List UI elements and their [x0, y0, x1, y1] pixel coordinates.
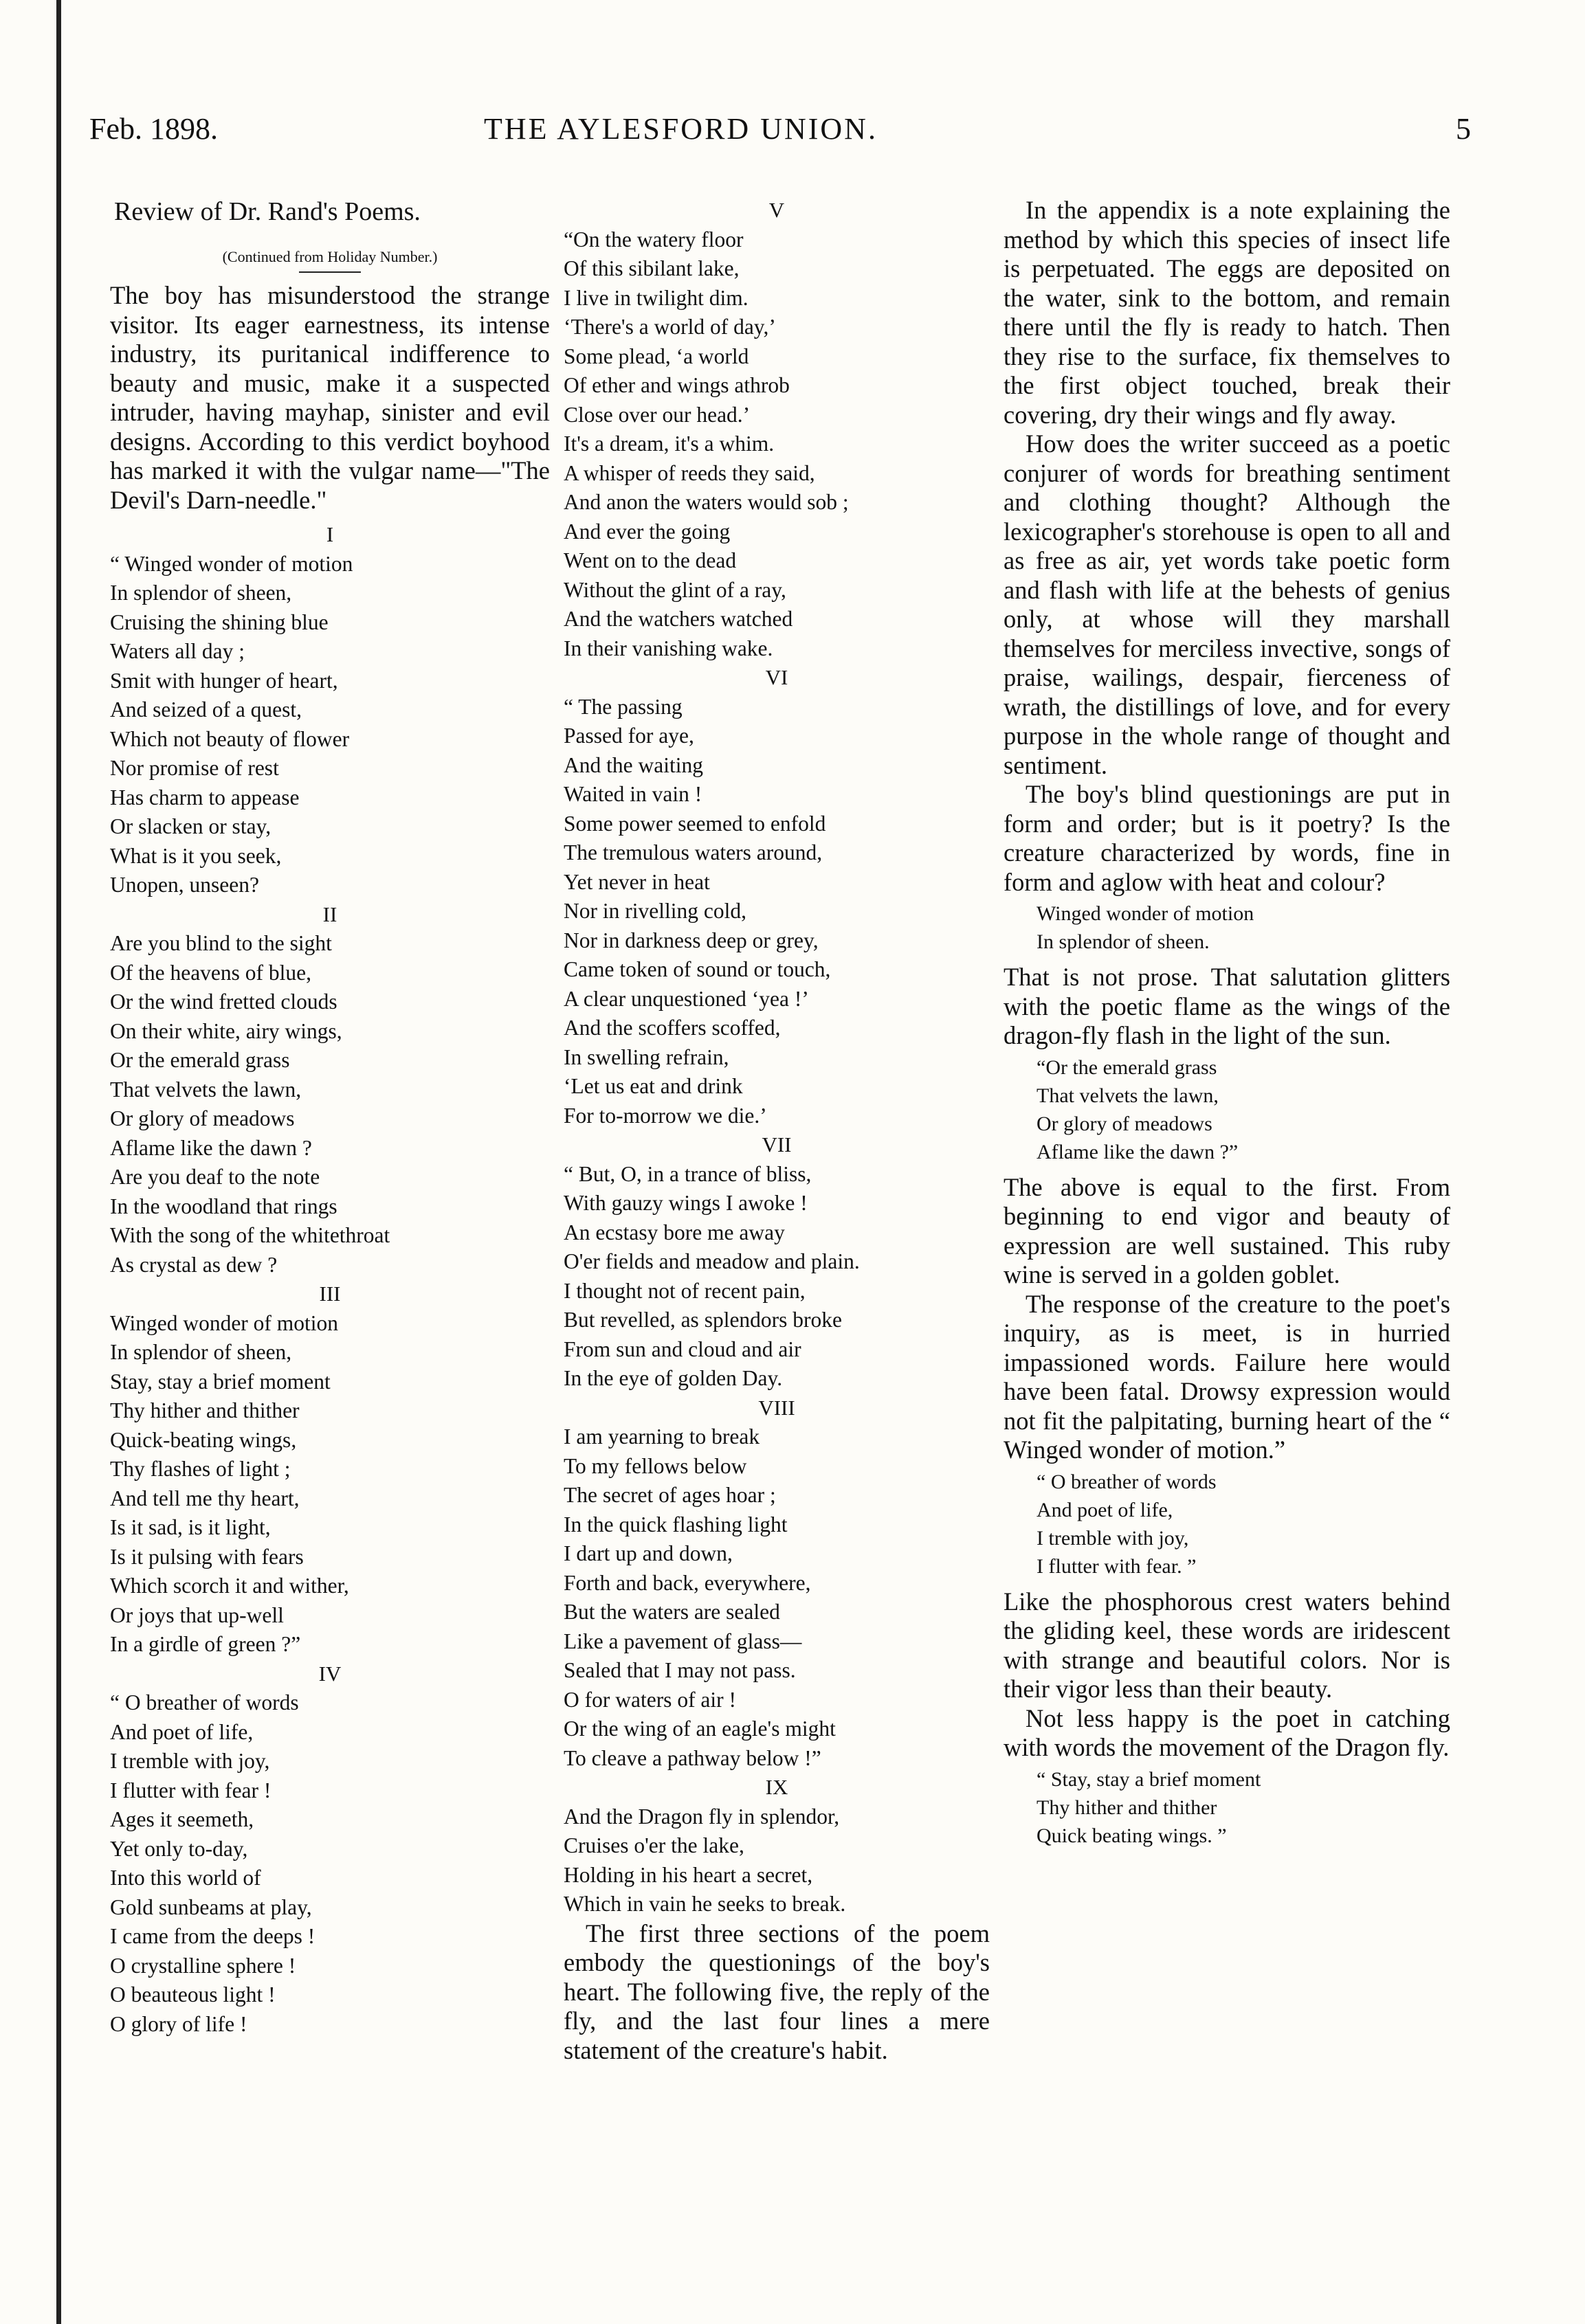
verse-line: To my fellows below — [564, 1453, 747, 1478]
verse-line: Or the emerald grass — [110, 1048, 290, 1072]
verse-line: With gauzy wings I awoke ! — [564, 1191, 808, 1215]
verse-line: Unopen, unseen? — [110, 873, 259, 897]
verse-line: Some plead, ‘a world — [564, 344, 749, 368]
section-numeral: VII — [762, 1132, 792, 1157]
verse-line: Or slacken or stay, — [110, 814, 271, 838]
paragraph: The boy's blind questionings are put in form and order; but is it poetry? Is the creature characterized by words, fine in form and aglow with heat and colour? — [1004, 780, 1450, 896]
verse-line: In their vanishing wake. — [564, 636, 773, 660]
verse-line: ‘There's a world of day,’ — [564, 315, 776, 339]
verse-line: Is it pulsing with fears — [110, 1544, 304, 1569]
verse-line: And anon the waters would sob ; — [564, 490, 849, 514]
quoted-line: I tremble with joy, — [1037, 1526, 1189, 1550]
stanza-4 — [110, 1660, 550, 2040]
verse-line: A clear unquestioned ‘yea !’ — [564, 986, 809, 1011]
verse-line: O for waters of air ! — [564, 1687, 737, 1712]
verse-line: In splendor of sheen, — [110, 1340, 292, 1364]
stanza-3 — [110, 1280, 550, 1660]
quoted-line: In splendor of sheen. — [1037, 930, 1210, 953]
verse-line: Or glory of meadows — [110, 1106, 295, 1130]
quoted-verse-4 — [1004, 1765, 1450, 1850]
verse-line: Like a pavement of glass— — [564, 1629, 802, 1653]
verse-line: And ever the going — [564, 519, 731, 544]
newspaper-title: THE AYLESFORD UNION. — [484, 112, 878, 146]
stanza-5 — [564, 196, 990, 663]
verse-line: “ Winged wonder of motion — [110, 551, 353, 576]
stanza-8 — [564, 1394, 990, 1774]
quoted-line: Winged wonder of motion — [1037, 902, 1254, 925]
quoted-line: “ Stay, stay a brief moment — [1037, 1767, 1261, 1791]
verse-line: In a girdle of green ?” — [110, 1632, 301, 1656]
verse-line: Of ether and wings athrob — [564, 373, 790, 397]
stanza-2 — [110, 900, 550, 1280]
column-2 — [564, 196, 990, 2065]
verse-line: Aflame like the dawn ? — [110, 1135, 312, 1160]
stanza-9 — [564, 1773, 990, 1919]
verse-line: From sun and cloud and air — [564, 1337, 801, 1361]
verse-line: As crystal as dew ? — [110, 1252, 278, 1277]
verse-line: Close over our head.’ — [564, 402, 751, 427]
quoted-verse-1 — [1004, 900, 1450, 956]
verse-line: Are you deaf to the note — [110, 1165, 320, 1189]
verse-line: Thy flashes of light ; — [110, 1457, 291, 1481]
verse-line: Has charm to appease — [110, 785, 300, 809]
verse-line: Cruising the shining blue — [110, 610, 329, 634]
verse-line: O crystalline sphere ! — [110, 1953, 296, 1978]
verse-line: “On the watery floor — [564, 227, 744, 252]
quoted-line: “ O breather of words — [1037, 1470, 1217, 1493]
paragraph: That is not prose. That salutation glitters with the poetic flame as the wings of the dragon-fly flash in the light of the sun. — [1004, 963, 1450, 1049]
verse-line: Or joys that up-well — [110, 1602, 284, 1627]
verse-line: Of the heavens of blue, — [110, 960, 312, 985]
column-1 — [110, 196, 550, 2039]
quoted-verse-3 — [1004, 1468, 1450, 1580]
verse-line: O glory of life ! — [110, 2011, 247, 2036]
quoted-line: That velvets the lawn, — [1037, 1084, 1219, 1107]
commentary-col3 — [1004, 196, 1450, 897]
verse-line: In the woodland that rings — [110, 1194, 337, 1218]
verse-line: Gold sunbeams at play, — [110, 1895, 312, 1919]
verse-line: Waters all day ; — [110, 639, 245, 663]
paragraph: In the appendix is a note explaining the method by which this species of insect life is perpetuated. The eggs are deposited on the water, sink to the bottom, and remain there until the fly is ready to hatch. Then they rise to the surface, fix themselves to the first object touched, break their covering, dry their wings and fly away. — [1004, 196, 1450, 429]
verse-line: I thought not of recent pain, — [564, 1278, 806, 1303]
section-numeral: VI — [765, 665, 788, 689]
quoted-line: I flutter with fear. ” — [1037, 1554, 1197, 1578]
verse-line: And the waiting — [564, 752, 703, 777]
section-numeral: I — [326, 522, 334, 546]
verse-line: And seized of a quest, — [110, 697, 302, 722]
verse-line: And the Dragon fly in splendor, — [564, 1804, 840, 1829]
verse-line: And the watchers watched — [564, 607, 793, 631]
verse-line: To cleave a pathway below !” — [564, 1745, 821, 1770]
verse-line: For to-morrow we die.’ — [564, 1103, 767, 1128]
verse-line: On their white, airy wings, — [110, 1018, 342, 1043]
verse-line: In splendor of sheen, — [110, 581, 292, 605]
verse-line: “ O breather of words — [110, 1690, 299, 1714]
verse-line: Quick-beating wings, — [110, 1427, 297, 1452]
verse-line: Which in vain he seeks to break. — [564, 1892, 846, 1916]
verse-line: Cruises o'er the lake, — [564, 1833, 744, 1857]
verse-line: And the scoffers scoffed, — [564, 1016, 781, 1040]
verse-line: That velvets the lawn, — [110, 1077, 302, 1102]
column-3 — [1004, 196, 1450, 1857]
paragraph: How does the writer succeed as a poetic conjurer of words for breathing sentiment and clothing thought? Although the lexicographer's storehouse is open to all and as free as air, yet words take poetic form and flash with life at the behests of genius only, at whose will they marshall themselves for merciless invective, songs of praise, wailings, despair, fierceness of wrath, the distillings of love, and for every purpose in the whole range of thought and sentiment. — [1004, 429, 1450, 779]
section-numeral: III — [319, 1282, 341, 1306]
verse-line: Nor in darkness deep or grey, — [564, 928, 819, 952]
verse-line: I tremble with joy, — [110, 1749, 270, 1773]
verse-line: Forth and back, everywhere, — [564, 1570, 811, 1595]
quoted-line: Aflame like the dawn ?” — [1037, 1140, 1239, 1163]
verse-line: Nor in rivelling cold, — [564, 899, 746, 923]
paragraph: The above is equal to the first. From beginning to end vigor and beauty of expression are well sustained. This ruby wine is served in a golden goblet. — [1004, 1172, 1450, 1288]
section-numeral: II — [322, 902, 337, 926]
verse-line: Smit with hunger of heart, — [110, 668, 338, 693]
divider — [299, 271, 361, 273]
verse-line: An ecstasy bore me away — [564, 1220, 785, 1244]
verse-line: The secret of ages hoar ; — [564, 1483, 776, 1507]
verse-line: Which scorch it and wither, — [110, 1574, 349, 1598]
verse-line: In the quick flashing light — [564, 1512, 788, 1537]
verse-line: Yet only to-day, — [110, 1836, 248, 1861]
verse-line: Without the glint of a ray, — [564, 577, 786, 602]
verse-line: Passed for aye, — [564, 724, 694, 748]
stanza-6 — [564, 663, 990, 1130]
verse-line: Winged wonder of motion — [110, 1310, 339, 1335]
verse-line: I am yearning to break — [564, 1424, 760, 1449]
verse-line: Yet never in heat — [564, 869, 710, 894]
verse-line: Some power seemed to enfold — [564, 811, 826, 836]
verse-line: Into this world of — [110, 1866, 261, 1890]
verse-line: O'er fields and meadow and plain. — [564, 1249, 860, 1273]
quoted-line: And poet of life, — [1037, 1498, 1173, 1521]
article-title: Review of Dr. Rand's Poems. — [114, 197, 421, 226]
quoted-line: “Or the emerald grass — [1037, 1055, 1217, 1079]
verse-line: A whisper of reeds they said, — [564, 460, 815, 485]
verse-line: Are you blind to the sight — [110, 931, 332, 955]
verse-line: Of this sibilant lake, — [564, 256, 740, 280]
paragraph: The response of the creature to the poet's inquiry, as is meet, is in hurried impassioned words. Failure here would have been fatal. Drowsy expression would not fit the palpitating, burning heart of the “ Winged wonder of motion.” — [1004, 1289, 1450, 1464]
quoted-line: Thy hither and thither — [1037, 1796, 1217, 1819]
quoted-line: Or glory of meadows — [1037, 1112, 1212, 1135]
verse-line: In the eye of golden Day. — [564, 1366, 783, 1390]
verse-line: “ But, O, in a trance of bliss, — [564, 1161, 812, 1186]
section-numeral: IV — [318, 1661, 342, 1686]
issue-date: Feb. 1898. — [89, 112, 218, 146]
verse-line: I dart up and down, — [564, 1541, 733, 1565]
verse-line: I flutter with fear ! — [110, 1778, 271, 1802]
section-numeral: VIII — [758, 1395, 795, 1420]
page-header — [89, 111, 1471, 159]
verse-line: Came token of sound or touch, — [564, 957, 831, 981]
verse-line: Stay, stay a brief moment — [110, 1369, 331, 1394]
paragraph: Not less happy is the poet in catching with words the movement of the Dragon fly. — [1004, 1703, 1450, 1761]
verse-line: With the song of the whitethroat — [110, 1223, 390, 1247]
continued-note: (Continued from Holiday Number.) — [222, 248, 438, 265]
verse-line: But revelled, as splendors broke — [564, 1308, 843, 1332]
page-edge-rule — [56, 0, 61, 2324]
section-numeral: IX — [765, 1775, 788, 1799]
verse-line: Which not beauty of flower — [110, 726, 350, 751]
verse-line: Went on to the dead — [564, 548, 737, 572]
verse-line: Thy hither and thither — [110, 1398, 300, 1422]
verse-line: And poet of life, — [110, 1719, 254, 1744]
section-numeral: V — [768, 198, 785, 222]
stanza-1 — [110, 520, 550, 900]
commentary-col2 — [564, 1919, 990, 2066]
quoted-line: Quick beating wings. ” — [1037, 1824, 1227, 1847]
quoted-verse-2 — [1004, 1053, 1450, 1166]
verse-line: And tell me thy heart, — [110, 1486, 300, 1510]
article-intro: The boy has misunderstood the strange visitor. Its eager earnestness, its intense industry, its puritanical indifference to beauty and music, make it a suspected intruder, having mayhap, sinister and evil designs. According to this verdict boyhood has marked it with the vulgar name—"The Devil's Darn-needle." — [110, 281, 550, 514]
verse-line: Is it sad, is it light, — [110, 1515, 271, 1539]
verse-line: Ages it seemeth, — [110, 1807, 254, 1831]
page-number: 5 — [1456, 112, 1471, 146]
verse-line: But the waters are sealed — [564, 1600, 780, 1624]
verse-line: Nor promise of rest — [110, 756, 279, 780]
verse-line: O beauteous light ! — [110, 1982, 276, 2007]
paragraph: The first three sections of the poem embody the questionings of the boy's heart. The following five, the reply of the fly, and the last four lines a mere statement of the creature's habit. — [564, 1919, 990, 2064]
stanza-7 — [564, 1130, 990, 1394]
verse-line: I came from the deeps ! — [110, 1924, 315, 1948]
verse-line: I live in twilight dim. — [564, 285, 749, 310]
verse-line: In swelling refrain, — [564, 1044, 729, 1069]
verse-line: The tremulous waters around, — [564, 840, 823, 864]
verse-line: Sealed that I may not pass. — [564, 1658, 796, 1682]
verse-line: ‘Let us eat and drink — [564, 1074, 743, 1098]
paragraph: Like the phosphorous crest waters behind the gliding keel, these words are iridescent with strange and beautiful colors. Nor is their vigor less than their beauty. — [1004, 1587, 1450, 1703]
verse-line: What is it you seek, — [110, 843, 282, 868]
verse-line: Waited in vain ! — [564, 782, 702, 806]
verse-line: Or the wing of an eagle's might — [564, 1717, 836, 1741]
verse-line: It's a dream, it's a whim. — [564, 432, 775, 456]
verse-line: Or the wind fretted clouds — [110, 990, 337, 1014]
verse-line: “ The passing — [564, 694, 683, 719]
verse-line: Holding in his heart a secret, — [564, 1862, 813, 1887]
